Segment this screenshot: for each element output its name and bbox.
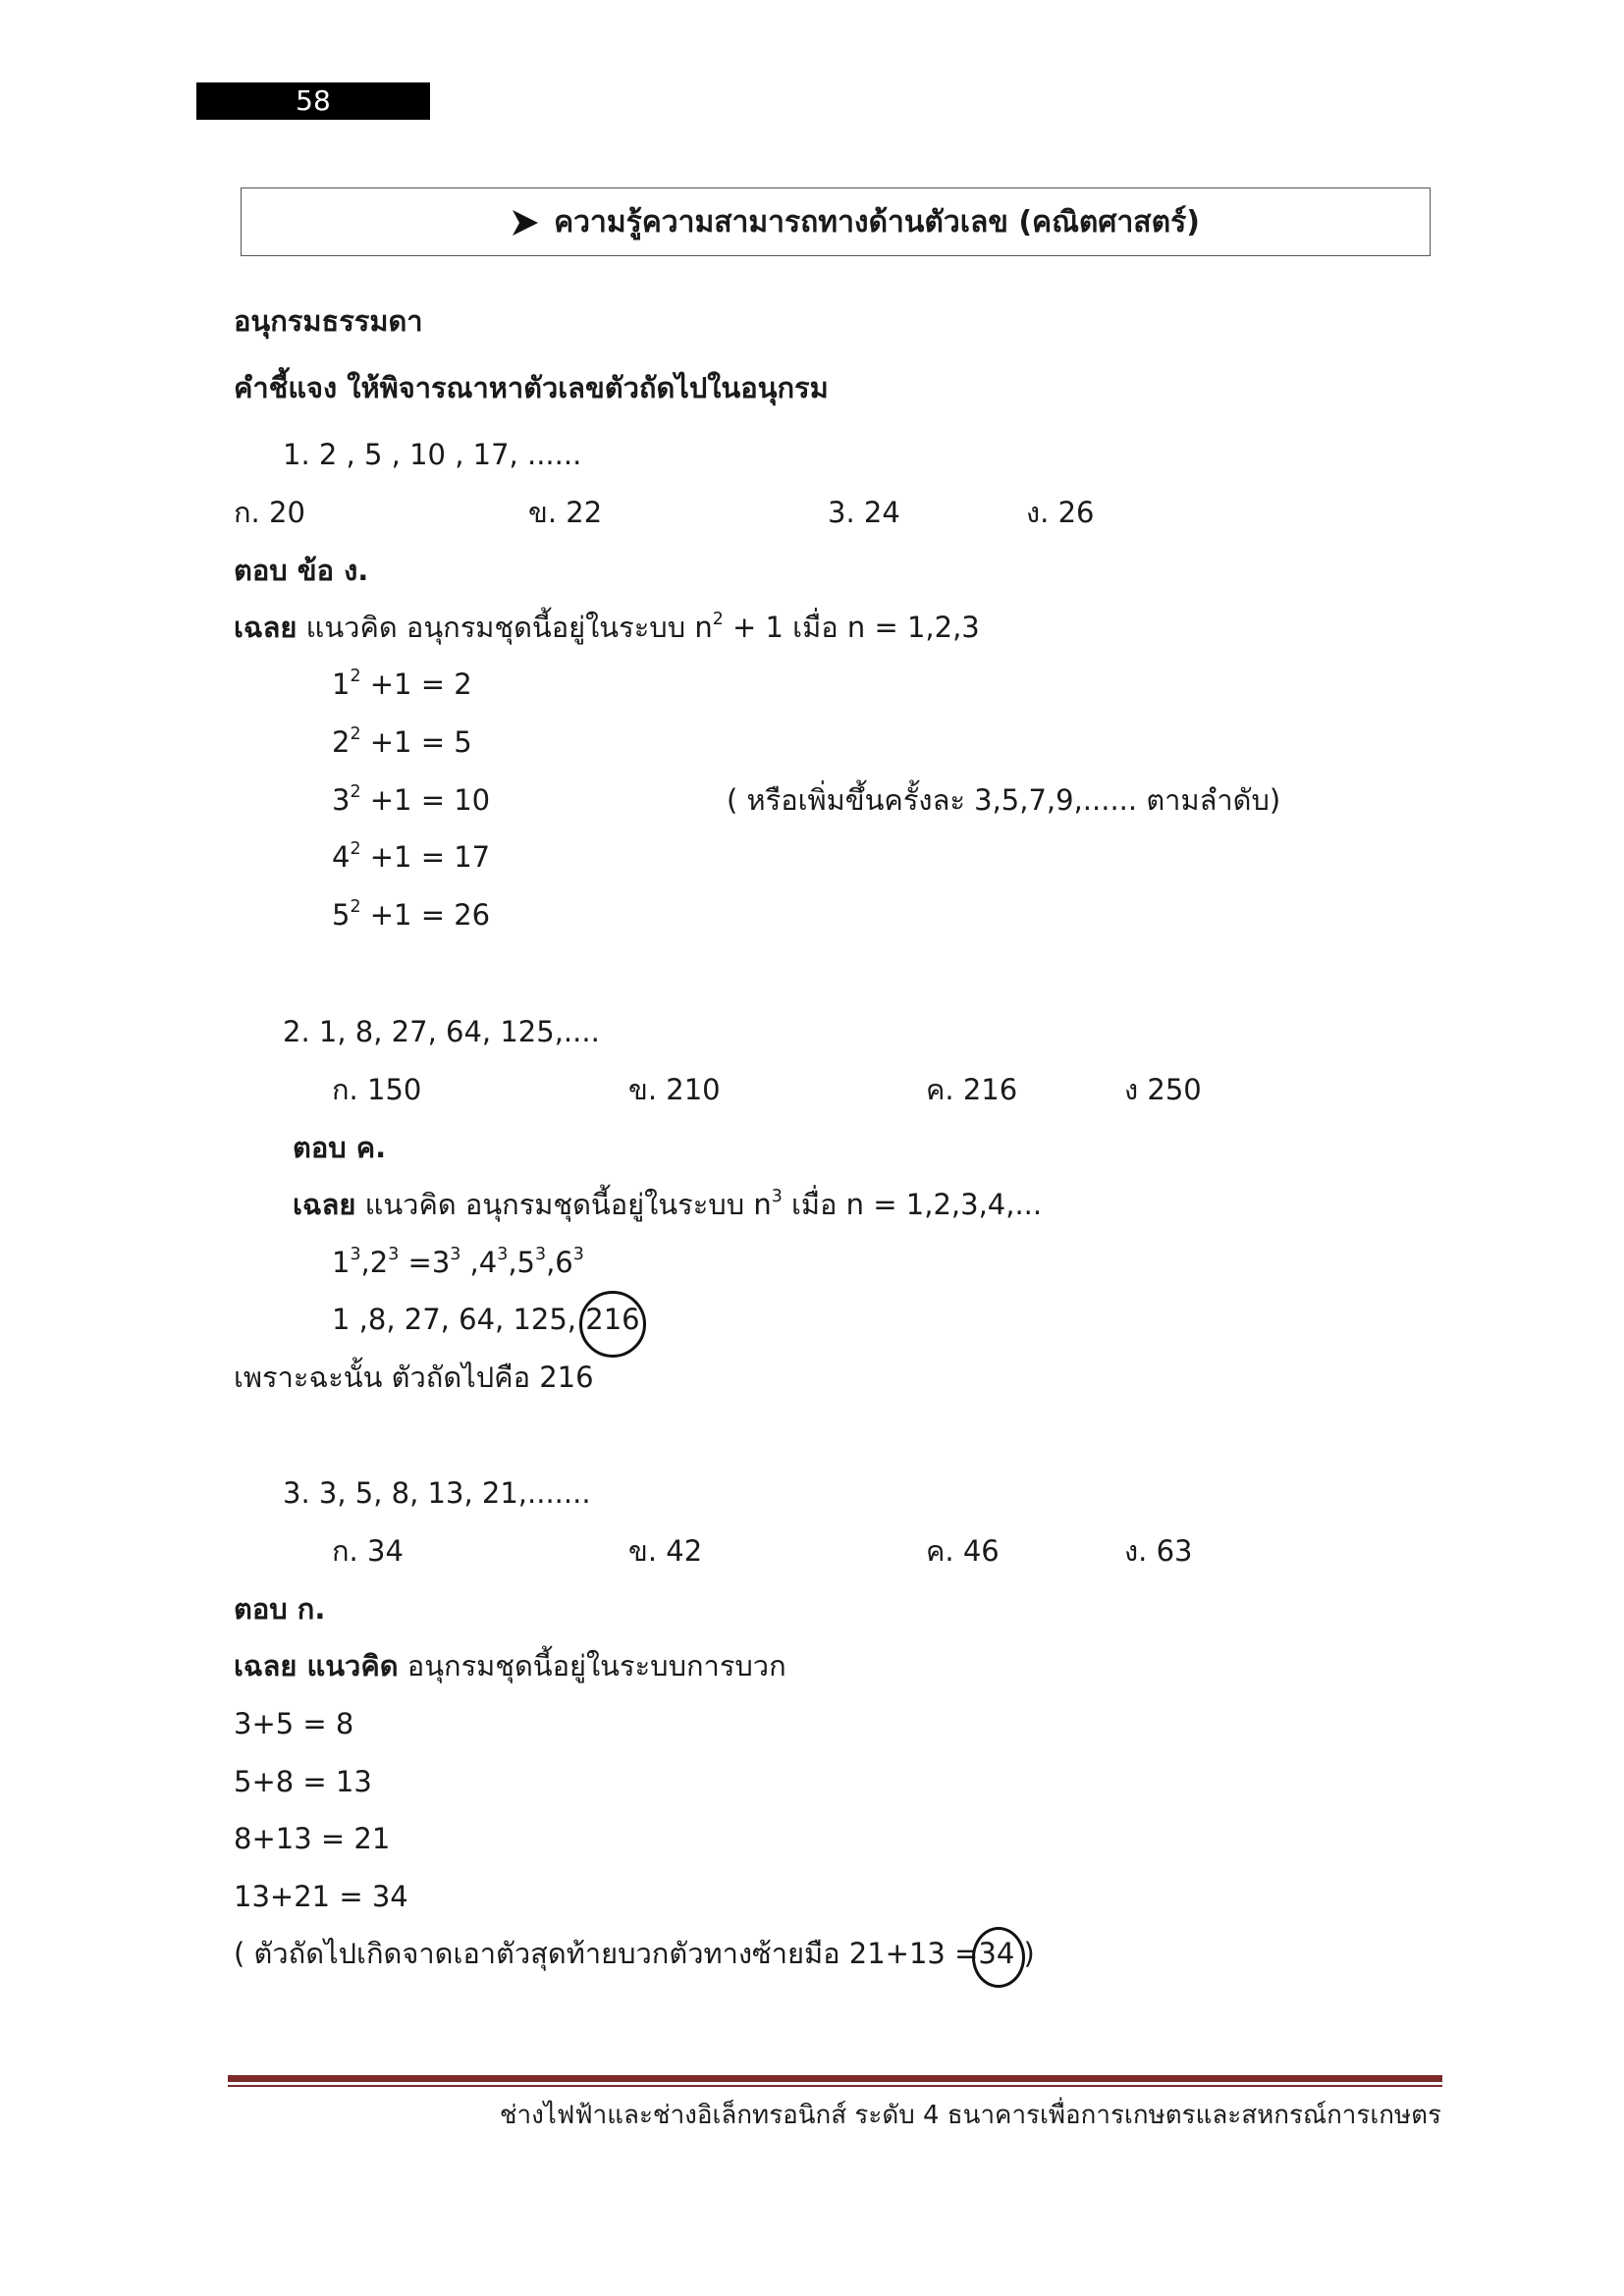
footer-rule-thin — [228, 2085, 1442, 2087]
q3-choice-d: ง. 63 — [1124, 1534, 1193, 1568]
q2-sequence: 1 ,8, 27, 64, 125, 216 — [332, 1303, 640, 1337]
q2-powers: $1^3,2^3 =3^3$ $,4^3,5^3,6^3$ — [332, 1244, 584, 1279]
q1-choice-b: ข. 22 — [528, 496, 603, 529]
q1-step: $2^2 +1 = 5$ — [332, 723, 472, 759]
q1-solution: เฉลย แนวคิด อนุกรมชุดนี้อยู่ในระบบ $n^2 + 1$ เมื่อ n = 1,2,3 — [234, 609, 980, 644]
q2-choice-b: ข. 210 — [628, 1073, 721, 1106]
q1-note: ( หรือเพิ่มขึ้นครั้งละ 3,5,7,9,...... ตามลำดับ) — [727, 783, 1281, 817]
q2-conclusion: เพราะฉะนั้น ตัวถัดไปคือ 216 — [234, 1361, 594, 1394]
q3-note: ( ตัวถัดไปเกิดจาดเอาตัวสุดท้ายบวกตัวทางซ้ายมือ 21+13 =34 ) — [234, 1937, 1035, 1971]
instruction: คำชี้แจง ให้พิจารณาหาตัวเลขตัวถัดไปในอนุกรม — [234, 371, 829, 404]
section-header-box — [241, 187, 1431, 256]
section-header-text: ความรู้ความสามารถทางด้านตัวเลข (คณิตศาสตร์) — [554, 205, 1200, 240]
q2-solution: เฉลย แนวคิด อนุกรมชุดนี้อยู่ในระบบ $n^3$ เมื่อ n = 1,2,3,4,... — [293, 1186, 1043, 1221]
q2-question: 2. 1, 8, 27, 64, 125,.... — [283, 1015, 600, 1048]
q2-circled-answer: 216 — [585, 1303, 639, 1337]
q3-choice-c: ค. 46 — [926, 1534, 1000, 1568]
q2-answer: ตอบ ค. — [293, 1131, 387, 1164]
q3-step: 13+21 = 34 — [234, 1880, 408, 1913]
q1-question: 1. 2 , 5 , 10 , 17, ...... — [283, 438, 582, 471]
page-number: 58 — [196, 82, 430, 120]
q3-solution: เฉลย แนวคิด อนุกรมชุดนี้อยู่ในระบบการบวก — [234, 1649, 786, 1682]
q3-step: 8+13 = 21 — [234, 1822, 391, 1855]
q2-choice-c: ค. 216 — [926, 1073, 1018, 1106]
q3-question: 3. 3, 5, 8, 13, 21,....... — [283, 1476, 591, 1510]
arrowhead-icon — [511, 208, 540, 238]
footer-text: ช่างไฟฟ้าและช่างอิเล็กทรอนิกส์ ระดับ 4 ธนาคารเพื่อการเกษตรและสหกรณ์การเกษตร — [499, 2101, 1441, 2130]
footer-rule — [228, 2075, 1442, 2082]
q3-step: 3+5 = 8 — [234, 1707, 354, 1740]
q1-step: $5^2 +1 = 26$ — [332, 896, 491, 932]
q1-choice-a: ก. 20 — [234, 496, 305, 529]
q3-answer: ตอบ ก. — [234, 1592, 326, 1626]
q1-choice-d: ง. 26 — [1026, 496, 1095, 529]
q2-choice-a: ก. 150 — [332, 1073, 422, 1106]
q1-answer: ตอบ ข้อ ง. — [234, 554, 369, 587]
q1-step: $3^2 +1 = 10$ — [332, 781, 491, 817]
q3-step: 5+8 = 13 — [234, 1765, 372, 1798]
q1-step: $4^2 +1 = 17$ — [332, 838, 491, 874]
q3-circled-answer: 34 — [978, 1937, 1014, 1971]
q3-choice-b: ข. 42 — [628, 1534, 703, 1568]
q1-step: $1^2 +1 = 2$ — [332, 666, 472, 701]
q1-choice-c: 3. 24 — [828, 496, 900, 529]
q2-choice-d: ง 250 — [1124, 1073, 1202, 1106]
q3-choice-a: ก. 34 — [332, 1534, 404, 1568]
section-header — [242, 188, 1430, 257]
series-title: อนุกรมธรรมดา — [234, 304, 423, 338]
